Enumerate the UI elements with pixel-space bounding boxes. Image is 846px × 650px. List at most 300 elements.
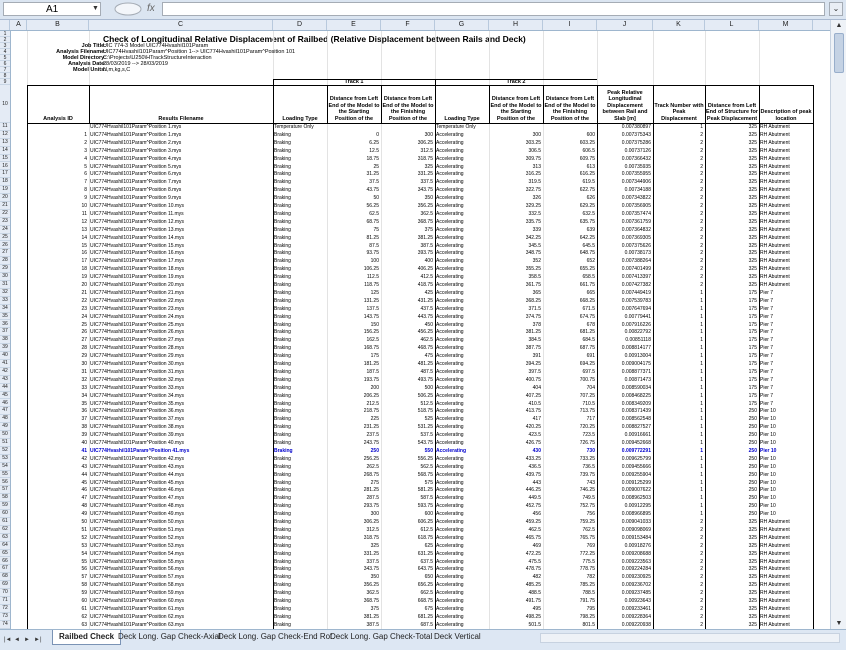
start-position-cell[interactable]: 331.25	[363, 550, 379, 557]
start-position-cell[interactable]: 475.5	[528, 558, 541, 565]
distance-cell[interactable]: 325	[748, 266, 757, 273]
track-number-cell[interactable]: 2	[700, 155, 703, 162]
peak-displacement-cell[interactable]: 0.007388264	[621, 258, 651, 265]
description-cell[interactable]: RH Abutment	[760, 282, 790, 288]
peak-displacement-cell[interactable]: 0.007539783	[621, 297, 651, 304]
track-number-cell[interactable]: 2	[700, 210, 703, 217]
loading-type-cell[interactable]: Accelerating	[436, 203, 464, 209]
loading-type-cell[interactable]: Accelerating	[436, 187, 464, 194]
track-number-cell[interactable]: 1	[700, 447, 703, 454]
row-header[interactable]: 66	[0, 558, 10, 566]
loading-type-cell[interactable]: Accelerating	[436, 511, 464, 518]
loading-type-cell[interactable]: Accelerating	[436, 282, 464, 288]
finish-position-cell[interactable]: 312.5	[420, 147, 433, 154]
start-position-cell[interactable]: 413.75	[525, 408, 541, 415]
row-header[interactable]: 69	[0, 581, 10, 589]
description-cell[interactable]: Pier 7	[760, 289, 774, 296]
analysis-id-cell[interactable]: 53	[81, 542, 87, 549]
finish-position-cell[interactable]: 456.25	[417, 329, 433, 336]
loading-type-cell[interactable]: Accelerating	[436, 226, 464, 233]
row-header[interactable]: 68	[0, 573, 10, 581]
column-header-d[interactable]: D	[273, 20, 327, 30]
results-filename-cell[interactable]: UIC774Hvashil101Param^Position 5.mys	[90, 163, 182, 170]
sheet-tab-5[interactable]: Deck Vertical	[434, 632, 481, 641]
loading-type-cell[interactable]: Accelerating	[436, 313, 464, 320]
column-header-c[interactable]: C	[89, 20, 273, 30]
track-number-cell[interactable]: 2	[700, 266, 703, 273]
next-sheet-icon[interactable]: ►	[24, 637, 30, 643]
loading-type-cell[interactable]: Accelerating	[436, 250, 464, 257]
distance-cell[interactable]: 325	[748, 542, 757, 549]
row-header[interactable]: 58	[0, 494, 10, 502]
results-filename-cell[interactable]: UIC774Hvashil101Param^Position 22.mys	[90, 297, 185, 304]
finish-position-cell[interactable]: 752.75	[579, 503, 595, 510]
finish-position-cell[interactable]: 518.75	[417, 408, 433, 415]
peak-displacement-cell[interactable]: 0.009098069	[621, 526, 651, 533]
peak-displacement-cell[interactable]: 0.007413397	[621, 274, 651, 281]
distance-cell[interactable]: 325	[748, 258, 757, 265]
table-row[interactable]	[11, 123, 830, 131]
start-position-cell[interactable]: 501.5	[528, 621, 541, 628]
loading-type-cell[interactable]: Braking	[274, 574, 291, 581]
results-filename-cell[interactable]: UIC774Hvashil101Param^Position 32.mys	[90, 376, 185, 383]
finish-position-cell[interactable]: 662.5	[420, 590, 433, 597]
start-position-cell[interactable]: 325	[370, 542, 379, 549]
start-position-cell[interactable]: 75	[373, 226, 379, 233]
track-number-cell[interactable]: 2	[700, 163, 703, 170]
row-header[interactable]: 4	[0, 49, 10, 55]
finish-position-cell[interactable]: 645.5	[582, 242, 595, 249]
column-header-l[interactable]: L	[705, 20, 759, 30]
start-position-cell[interactable]: 31.25	[366, 171, 379, 178]
loading-type-cell[interactable]: Accelerating	[436, 605, 464, 612]
finish-position-cell[interactable]: 606.25	[417, 519, 433, 525]
description-cell[interactable]: Pier 7	[760, 361, 774, 367]
finish-position-cell[interactable]: 769	[586, 542, 595, 549]
finish-position-cell[interactable]: 749.5	[582, 495, 595, 502]
table-row[interactable]	[11, 502, 830, 510]
start-position-cell[interactable]: 394.25	[525, 361, 541, 367]
peak-displacement-cell[interactable]: 0.007449419	[621, 289, 651, 296]
track-number-cell[interactable]: 1	[700, 353, 703, 360]
loading-type-cell[interactable]: Braking	[274, 384, 291, 391]
description-cell[interactable]: RH Abutment	[760, 266, 790, 273]
loading-type-cell[interactable]: Braking	[274, 558, 291, 565]
loading-type-cell[interactable]: Accelerating	[436, 463, 464, 470]
row-header[interactable]: 41	[0, 360, 10, 368]
start-position-cell[interactable]: 491.75	[525, 598, 541, 604]
track-number-cell[interactable]: 1	[700, 337, 703, 344]
start-position-cell[interactable]: 268.75	[363, 471, 379, 478]
loading-type-cell[interactable]: Braking	[274, 400, 291, 407]
track-number-cell[interactable]: 2	[700, 282, 703, 288]
analysis-id-cell[interactable]	[28, 124, 87, 130]
loading-type-cell[interactable]: Braking	[274, 582, 291, 589]
description-cell[interactable]: Pier 10	[760, 447, 777, 454]
start-position-cell[interactable]: 410.5	[528, 400, 541, 407]
row-header[interactable]: 27	[0, 249, 10, 257]
distance-cell[interactable]: 325	[748, 590, 757, 597]
distance-cell[interactable]: 175	[748, 400, 757, 407]
distance-cell[interactable]: 325	[748, 131, 757, 138]
track-number-cell[interactable]: 2	[700, 131, 703, 138]
track-number-cell[interactable]: 1	[700, 361, 703, 367]
distance-cell[interactable]: 325	[748, 179, 757, 186]
row-header[interactable]: 61	[0, 518, 10, 526]
loading-type-cell[interactable]: Braking	[274, 511, 291, 518]
track-number-cell[interactable]: 2	[700, 171, 703, 178]
table-row[interactable]	[11, 613, 830, 621]
loading-type-cell[interactable]: Braking	[274, 289, 291, 296]
description-cell[interactable]: RH Abutment	[760, 566, 790, 573]
peak-displacement-cell[interactable]: 0.008827527	[621, 424, 651, 431]
row-header[interactable]: 67	[0, 565, 10, 573]
finish-position-cell[interactable]: 632.5	[582, 210, 595, 217]
track-number-cell[interactable]: 1	[700, 487, 703, 494]
table-row[interactable]	[11, 486, 830, 494]
analysis-id-cell[interactable]: 43	[81, 463, 87, 470]
scroll-thumb[interactable]	[834, 33, 844, 73]
sheet-tab-2[interactable]: Deck Long. Gap Check-Axial	[118, 632, 221, 641]
track-number-cell[interactable]: 1	[700, 313, 703, 320]
peak-displacement-cell[interactable]: 0.009255904	[621, 471, 651, 478]
loading-type-cell[interactable]: Braking	[274, 234, 291, 241]
results-filename-cell[interactable]: UIC774Hvashil101Param^Position 19.mys	[90, 274, 185, 281]
peak-displacement-cell[interactable]: 0.00916661	[624, 432, 651, 439]
finish-position-cell[interactable]: 462.5	[420, 337, 433, 344]
start-position-cell[interactable]: 488.5	[528, 590, 541, 597]
peak-displacement-cell[interactable]: 0.009625799	[621, 455, 651, 462]
distance-cell[interactable]: 325	[748, 558, 757, 565]
start-position-cell[interactable]: 87.5	[369, 242, 379, 249]
row-header[interactable]: 63	[0, 534, 10, 542]
loading-type-cell[interactable]: Braking	[274, 329, 291, 336]
results-filename-cell[interactable]: UIC774Hvashil101Param^Position 41.mys	[90, 447, 190, 454]
track-number-cell[interactable]: 1	[700, 455, 703, 462]
distance-cell[interactable]: 325	[748, 526, 757, 533]
finish-position-cell[interactable]: 668.25	[579, 297, 595, 304]
results-filename-cell[interactable]: UIC774Hvashil101Param^Position 7.mys	[90, 179, 182, 186]
row-header[interactable]: 39	[0, 344, 10, 352]
table-row[interactable]	[11, 494, 830, 502]
select-all-corner[interactable]	[0, 20, 10, 30]
track-number-cell[interactable]: 2	[700, 250, 703, 257]
loading-type-cell[interactable]: Accelerating	[436, 361, 464, 367]
loading-type-cell[interactable]: Accelerating	[436, 337, 464, 344]
analysis-id-cell[interactable]: 15	[81, 242, 87, 249]
table-row[interactable]	[11, 289, 830, 297]
finish-position-cell[interactable]: 468.75	[417, 345, 433, 352]
start-position-cell[interactable]: 381.25	[525, 329, 541, 336]
start-position-cell[interactable]: 306.25	[363, 519, 379, 525]
loading-type-cell[interactable]: Braking	[274, 353, 291, 360]
start-position-cell[interactable]: 378	[532, 321, 541, 328]
cancel-icon[interactable]	[108, 2, 142, 16]
description-cell[interactable]: RH Abutment	[760, 210, 790, 217]
peak-displacement-cell[interactable]: 0.00822792	[624, 329, 651, 336]
analysis-id-cell[interactable]: 55	[81, 558, 87, 565]
loading-type-cell[interactable]: Accelerating	[436, 345, 464, 352]
start-position-cell[interactable]: 187.5	[366, 368, 379, 375]
start-position-cell[interactable]: 212.5	[366, 400, 379, 407]
loading-type-cell[interactable]: Braking	[274, 337, 291, 344]
finish-position-cell[interactable]: 612.5	[420, 526, 433, 533]
results-filename-cell[interactable]: UIC774Hvashil101Param^Position 21.mys	[90, 289, 185, 296]
column-header-b[interactable]: B	[27, 20, 89, 30]
finish-position-cell[interactable]: 684.5	[582, 337, 595, 344]
finish-position-cell[interactable]: 600	[424, 511, 433, 518]
table-row[interactable]	[11, 360, 830, 368]
results-filename-cell[interactable]: UIC774Hvashil101Param^Position 29.mys	[90, 353, 185, 360]
finish-position-cell[interactable]: 568.75	[417, 471, 433, 478]
loading-type-cell[interactable]: Braking	[274, 187, 291, 194]
loading-type-cell[interactable]: Braking	[274, 463, 291, 470]
results-filename-cell[interactable]: UIC774Hvashil101Param^Position 58.mys	[90, 582, 185, 589]
peak-displacement-cell[interactable]: 0.00779441	[624, 313, 651, 320]
distance-cell[interactable]: 325	[748, 550, 757, 557]
start-position-cell[interactable]: 482	[532, 574, 541, 581]
start-position-cell[interactable]: 368.25	[525, 297, 541, 304]
analysis-id-cell[interactable]: 49	[81, 511, 87, 518]
peak-displacement-cell[interactable]: 0.009220938	[621, 621, 651, 628]
finish-position-cell[interactable]: 710.5	[582, 400, 595, 407]
peak-displacement-cell[interactable]: 0.008590034	[621, 384, 651, 391]
row-header[interactable]: 65	[0, 550, 10, 558]
results-filename-cell[interactable]: UIC774Hvashil101Param^Position 20.mys	[90, 282, 185, 288]
distance-cell[interactable]: 325	[748, 519, 757, 525]
finish-position-cell[interactable]: 671.5	[582, 305, 595, 312]
loading-type-cell[interactable]: Accelerating	[436, 171, 464, 178]
description-cell[interactable]: Pier 7	[760, 376, 774, 383]
finish-position-cell[interactable]: 626	[586, 195, 595, 202]
finish-position-cell[interactable]: 736.5	[582, 463, 595, 470]
analysis-id-cell[interactable]: 54	[81, 550, 87, 557]
loading-type-cell[interactable]: Braking	[274, 203, 291, 209]
start-position-cell[interactable]: 250	[370, 447, 379, 454]
loading-type-cell[interactable]: Braking	[274, 534, 291, 541]
loading-type-cell[interactable]: Accelerating	[436, 155, 464, 162]
description-cell[interactable]: RH Abutment	[760, 163, 790, 170]
finish-position-cell[interactable]: 325	[424, 163, 433, 170]
table-row[interactable]	[11, 463, 830, 471]
peak-displacement-cell[interactable]: 0.009230925	[621, 574, 651, 581]
row-header[interactable]: 34	[0, 305, 10, 313]
finish-position-cell[interactable]: 691	[586, 353, 595, 360]
row-header[interactable]: 8	[0, 73, 10, 79]
row-header[interactable]: 48	[0, 415, 10, 423]
finish-position-cell[interactable]: 619.5	[582, 179, 595, 186]
peak-displacement-cell[interactable]: 0.007344906	[621, 179, 651, 186]
loading-type-cell[interactable]: Accelerating	[436, 195, 464, 202]
finish-position-cell[interactable]: 713.75	[579, 408, 595, 415]
start-position-cell[interactable]: 68.75	[366, 218, 379, 225]
track-number-cell[interactable]: 2	[700, 519, 703, 525]
table-row[interactable]	[11, 534, 830, 542]
start-position-cell[interactable]: 335.75	[525, 218, 541, 225]
distance-cell[interactable]: 250	[748, 503, 757, 510]
start-position-cell[interactable]: 0	[376, 131, 379, 138]
distance-cell[interactable]: 325	[748, 274, 757, 281]
distance-cell[interactable]: 325	[748, 582, 757, 589]
start-position-cell[interactable]: 313	[532, 163, 541, 170]
finish-position-cell[interactable]: 600	[586, 131, 595, 138]
loading-type-cell[interactable]: Braking	[274, 345, 291, 352]
loading-type-cell[interactable]: Braking	[274, 266, 291, 273]
start-position-cell[interactable]: 495	[532, 605, 541, 612]
analysis-id-cell[interactable]: 13	[81, 226, 87, 233]
finish-position-cell[interactable]: 606.5	[582, 147, 595, 154]
distance-cell[interactable]: 175	[748, 289, 757, 296]
finish-position-cell[interactable]: 798.25	[579, 613, 595, 620]
description-cell[interactable]: RH Abutment	[760, 519, 790, 525]
row-header[interactable]: 23	[0, 218, 10, 226]
start-position-cell[interactable]: 281.25	[363, 487, 379, 494]
start-position-cell[interactable]: 374.75	[525, 313, 541, 320]
table-row[interactable]	[11, 336, 830, 344]
peak-displacement-cell[interactable]: 0.009125299	[621, 479, 651, 486]
start-position-cell[interactable]: 206.25	[363, 392, 379, 399]
table-row[interactable]	[11, 423, 830, 431]
loading-type-cell[interactable]: Braking	[274, 495, 291, 502]
start-position-cell[interactable]: 312.5	[366, 526, 379, 533]
loading-type-cell[interactable]: Braking	[274, 566, 291, 573]
start-position-cell[interactable]: 181.25	[363, 361, 379, 367]
peak-displacement-cell[interactable]: 0.009153484	[621, 534, 651, 541]
analysis-id-cell[interactable]: 20	[81, 282, 87, 288]
analysis-id-cell[interactable]: 47	[81, 495, 87, 502]
loading-type-cell[interactable]: Accelerating	[436, 368, 464, 375]
results-filename-cell[interactable]: UIC774Hvashil101Param^Position 6.mys	[90, 171, 182, 178]
track-number-cell[interactable]: 1	[700, 479, 703, 486]
distance-cell[interactable]: 175	[748, 384, 757, 391]
peak-displacement-cell[interactable]: 0.007356905	[621, 203, 651, 209]
loading-type-cell[interactable]: Braking	[274, 503, 291, 510]
row-header[interactable]: 21	[0, 202, 10, 210]
distance-cell[interactable]: 325	[748, 598, 757, 604]
row-header[interactable]: 14	[0, 147, 10, 155]
track-number-cell[interactable]: 2	[700, 258, 703, 265]
table-row[interactable]	[11, 455, 830, 463]
track-number-cell[interactable]: 1	[700, 511, 703, 518]
finish-position-cell[interactable]: 431.25	[417, 297, 433, 304]
row-header[interactable]: 35	[0, 313, 10, 321]
loading-type-cell[interactable]: Accelerating	[436, 131, 464, 138]
finish-position-cell[interactable]: 575	[424, 479, 433, 486]
row-header[interactable]: 47	[0, 407, 10, 415]
peak-displacement-cell[interactable]: 0.007361759	[621, 218, 651, 225]
loading-type-cell[interactable]: Braking	[274, 376, 291, 383]
analysis-id-cell[interactable]: 6	[84, 171, 87, 178]
finish-position-cell[interactable]: 730	[586, 447, 595, 454]
peak-displacement-cell[interactable]: 0.00734188	[624, 187, 651, 194]
expand-formula-bar-icon[interactable]: ⌄	[829, 2, 843, 16]
analysis-id-cell[interactable]: 57	[81, 574, 87, 581]
analysis-id-cell[interactable]: 46	[81, 487, 87, 494]
start-position-cell[interactable]: 469	[532, 542, 541, 549]
start-position-cell[interactable]: 352	[532, 258, 541, 265]
analysis-id-cell[interactable]: 33	[81, 384, 87, 391]
finish-position-cell[interactable]: 681.25	[579, 329, 595, 336]
loading-type-cell[interactable]: Accelerating	[436, 487, 464, 494]
distance-cell[interactable]: 250	[748, 447, 757, 454]
analysis-id-cell[interactable]: 24	[81, 313, 87, 320]
peak-displacement-cell[interactable]: 0.00923643	[624, 598, 651, 604]
distance-cell[interactable]: 325	[748, 605, 757, 612]
peak-displacement-cell[interactable]: 0.007380897	[621, 124, 651, 130]
row-header[interactable]: 13	[0, 139, 10, 147]
row-header[interactable]: 53	[0, 455, 10, 463]
results-filename-cell[interactable]: UIC774Hvashil101Param^Position 40.mys	[90, 440, 185, 446]
column-header-i[interactable]: I	[543, 20, 597, 30]
column-header-a[interactable]: A	[11, 20, 27, 30]
description-cell[interactable]: Pier 10	[760, 479, 776, 486]
results-filename-cell[interactable]: UIC774Hvashil101Param^Position 1.mys	[90, 131, 182, 138]
finish-position-cell[interactable]: 387.5	[420, 242, 433, 249]
finish-position-cell[interactable]: 350	[424, 195, 433, 202]
loading-type-cell[interactable]: Braking	[274, 424, 291, 431]
loading-type-cell[interactable]: Accelerating	[436, 621, 464, 628]
peak-displacement-cell[interactable]: 0.007647694	[621, 305, 651, 312]
results-filename-cell[interactable]: UIC774Hvashil101Param^Position 25.mys	[90, 321, 185, 328]
table-row[interactable]	[11, 344, 830, 352]
loading-type-cell[interactable]: Accelerating	[436, 566, 464, 573]
column-header-k[interactable]: K	[653, 20, 705, 30]
loading-type-cell[interactable]: Accelerating	[436, 424, 464, 431]
finish-position-cell[interactable]: 306.25	[417, 139, 433, 146]
peak-displacement-cell[interactable]: 0.008814177	[621, 345, 651, 352]
finish-position-cell[interactable]: 450	[424, 321, 433, 328]
analysis-id-cell[interactable]: 29	[81, 353, 87, 360]
table-row[interactable]	[11, 202, 830, 210]
loading-type-cell[interactable]: Accelerating	[436, 329, 464, 336]
description-cell[interactable]: RH Abutment	[760, 590, 790, 597]
analysis-id-cell[interactable]: 34	[81, 392, 87, 399]
start-position-cell[interactable]: 342.25	[525, 234, 541, 241]
finish-position-cell[interactable]: 525	[424, 416, 433, 423]
description-cell[interactable]: RH Abutment	[760, 242, 790, 249]
finish-position-cell[interactable]: 412.5	[420, 274, 433, 281]
results-filename-cell[interactable]: UIC774Hvashil101Param^Position 14.mys	[90, 234, 185, 241]
loading-type-cell[interactable]: Accelerating	[436, 234, 464, 241]
peak-displacement-cell[interactable]: 0.009224284	[621, 566, 651, 573]
finish-position-cell[interactable]: 791.75	[579, 598, 595, 604]
track-number-cell[interactable]: 1	[700, 463, 703, 470]
row-header[interactable]: 64	[0, 542, 10, 550]
finish-position-cell[interactable]: 593.75	[417, 503, 433, 510]
row-header[interactable]: 26	[0, 242, 10, 250]
analysis-id-cell[interactable]: 12	[81, 218, 87, 225]
peak-displacement-cell[interactable]: 0.009233461	[621, 605, 651, 612]
table-row[interactable]	[11, 384, 830, 392]
results-filename-cell[interactable]: UIC774Hvashil101Param^Position 3.mys	[90, 147, 182, 154]
start-position-cell[interactable]: 498.25	[525, 613, 541, 620]
analysis-id-cell[interactable]: 22	[81, 297, 87, 304]
loading-type-cell[interactable]: Accelerating	[436, 400, 464, 407]
start-position-cell[interactable]: 365	[532, 289, 541, 296]
finish-position-cell[interactable]: 609.75	[579, 155, 595, 162]
start-position-cell[interactable]: 397.5	[528, 368, 541, 375]
loading-type-cell[interactable]: Accelerating	[436, 574, 464, 581]
row-header[interactable]: 31	[0, 281, 10, 289]
track-number-cell[interactable]: 2	[700, 613, 703, 620]
start-position-cell[interactable]: 50	[373, 195, 379, 202]
description-cell[interactable]: RH Abutment	[760, 558, 790, 565]
analysis-id-cell[interactable]: 32	[81, 376, 87, 383]
start-position-cell[interactable]: 358.5	[528, 274, 541, 281]
description-cell[interactable]: Pier 7	[760, 345, 774, 352]
loading-type-cell[interactable]: Braking	[274, 179, 291, 186]
loading-type-cell[interactable]: Accelerating	[436, 274, 464, 281]
